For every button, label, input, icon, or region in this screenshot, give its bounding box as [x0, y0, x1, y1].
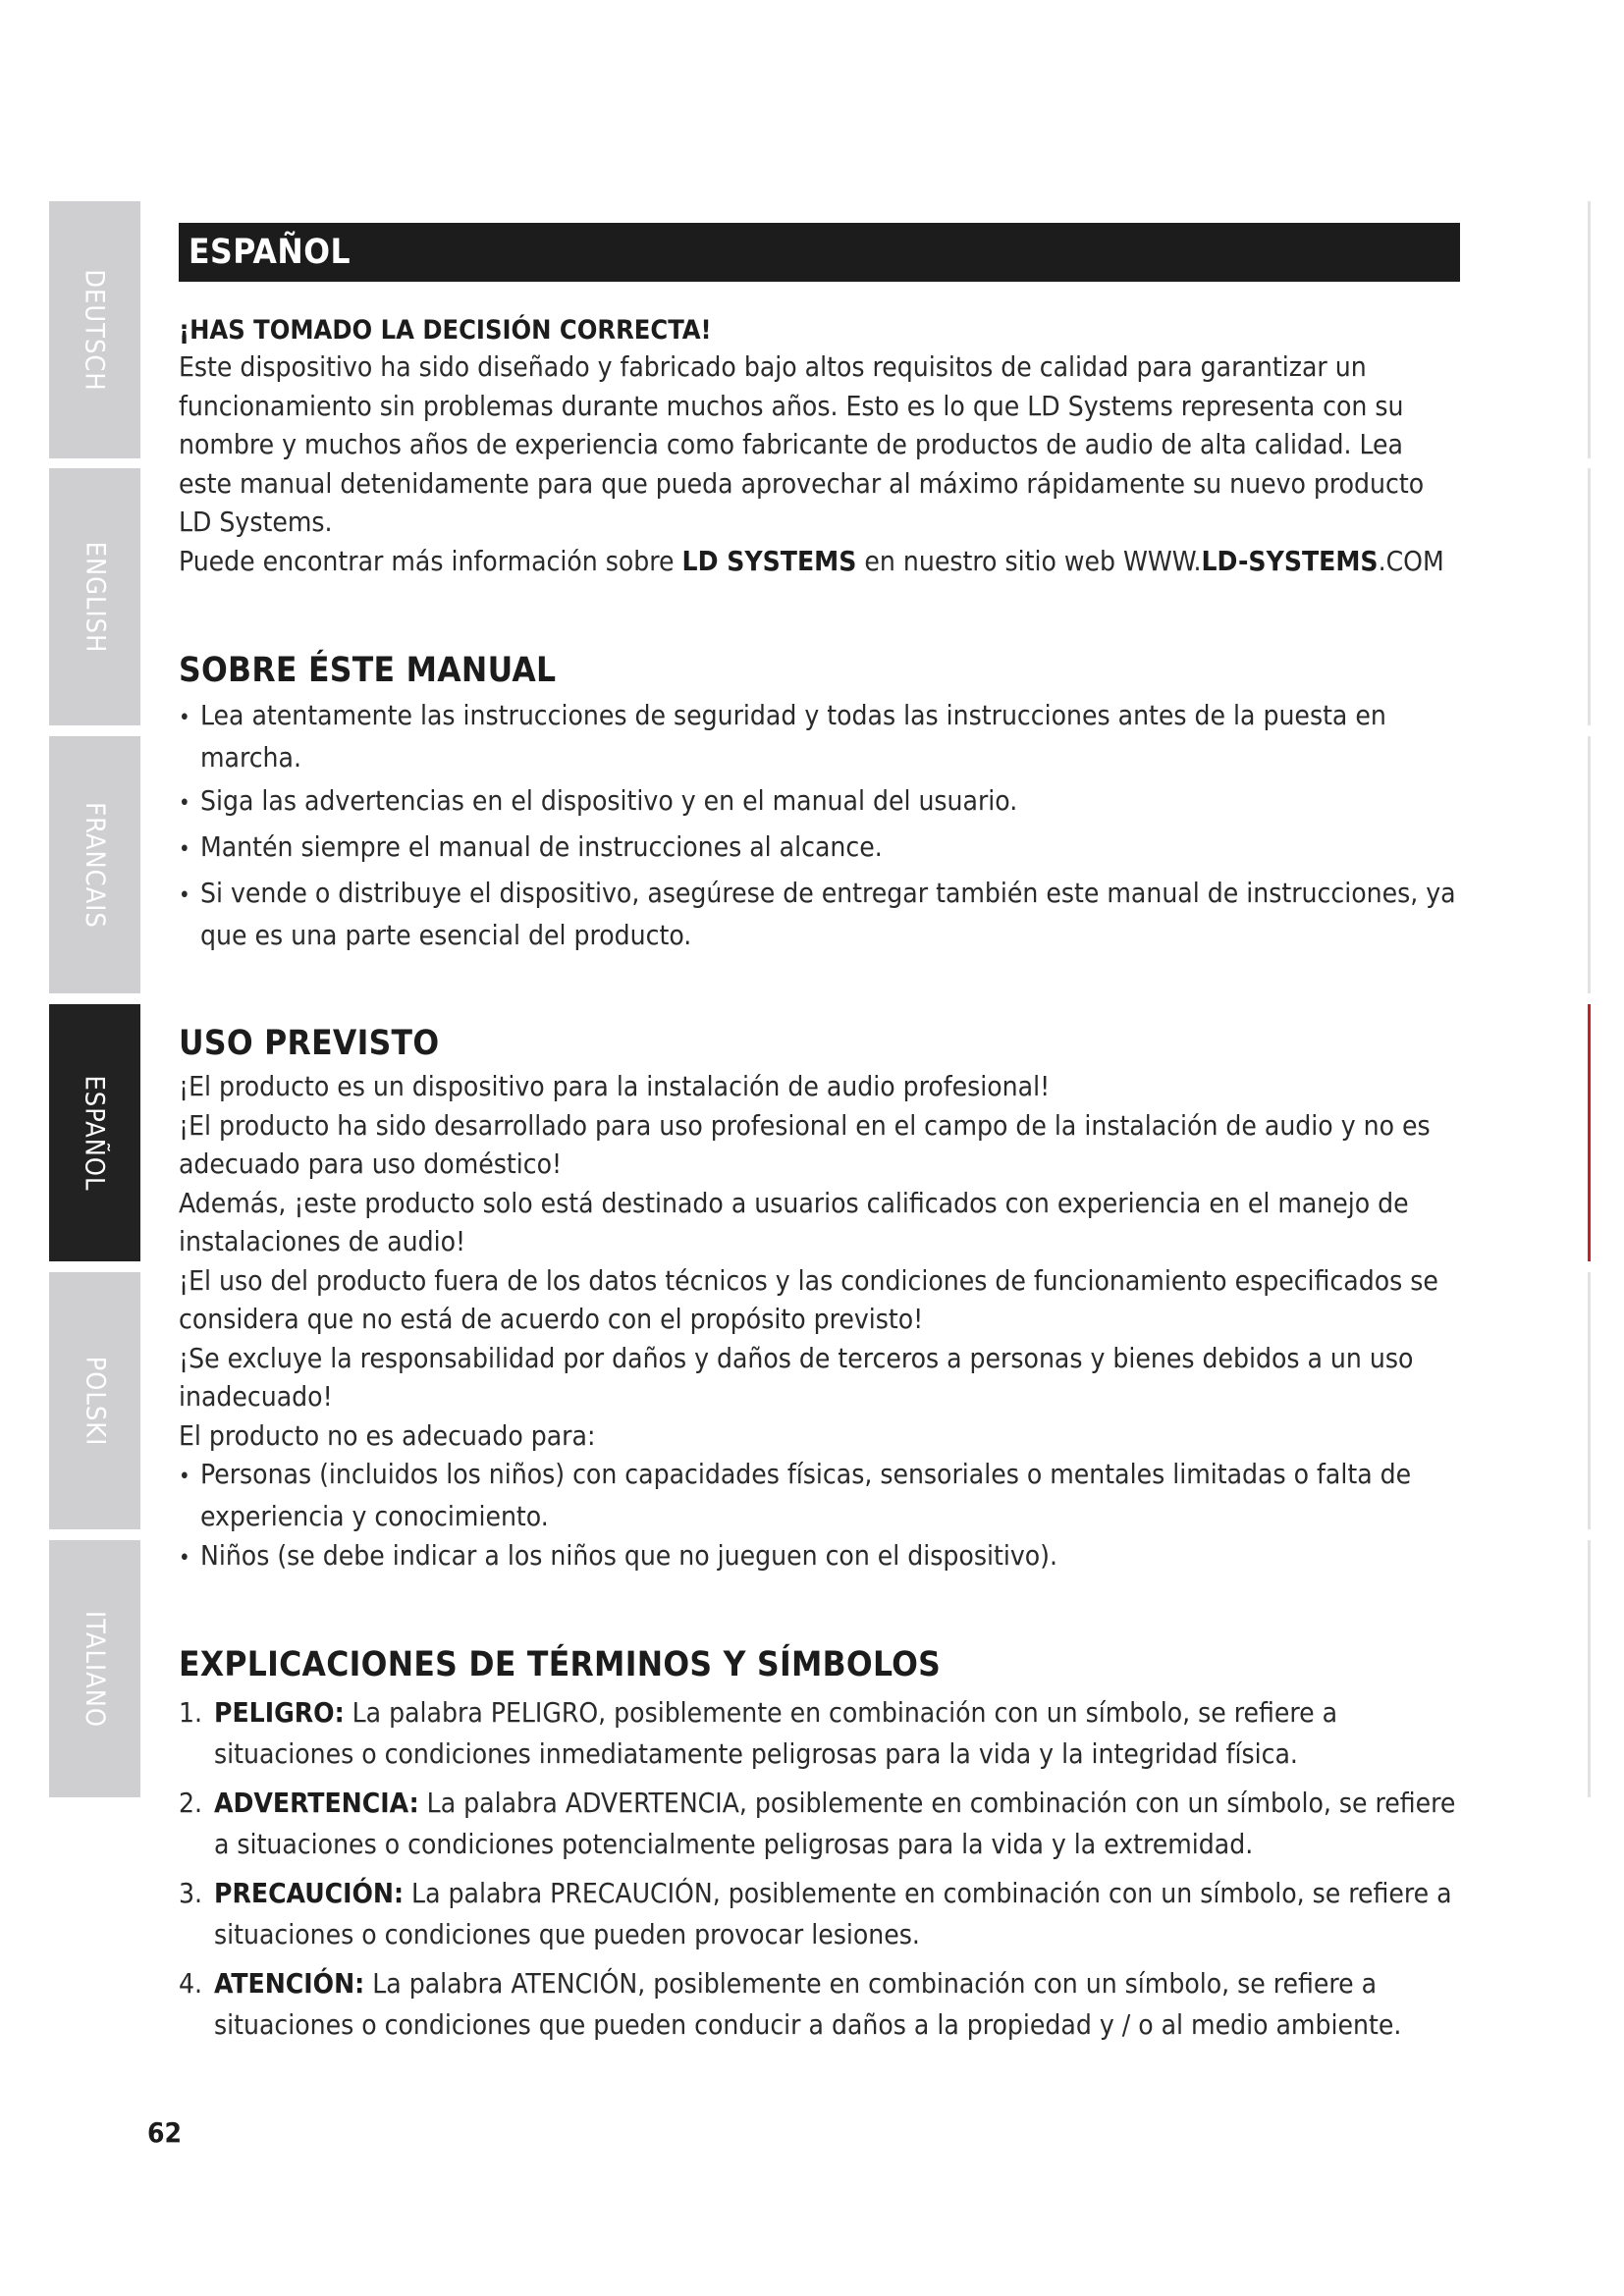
list-item: • Niños (se debe indicar a los niños que no jueguen con el dispositivo).: [179, 1536, 1460, 1578]
page-title: ESPAÑOL: [189, 233, 352, 272]
side-tab-label: DEUTSCH: [80, 268, 110, 392]
list-item: • Lea atentamente las instrucciones de seguridad y todas las instrucciones antes de la puesta en marcha.: [179, 696, 1460, 777]
website-domain[interactable]: LD-SYSTEMS: [1201, 544, 1379, 577]
use-paragraph: El producto no es adecuado para:: [179, 1418, 596, 1452]
side-tab-espanol[interactable]: [49, 1004, 140, 1261]
term-text: La palabra PRECAUCIÓN, posiblemente en combinación con un símbolo, se refiere a situaciones o condiciones que pueden provocar lesiones.: [214, 1877, 1452, 1950]
side-tab-francais[interactable]: [49, 736, 140, 993]
use-paragraph: ¡Se excluye la responsabilidad por daños y daños de terceros a personas y bienes debidos a un uso inadecuado!: [179, 1341, 1414, 1413]
terms-section: [179, 1645, 1460, 2046]
term-item: [179, 1963, 1460, 2046]
edge-marker-active: [1588, 1004, 1591, 1261]
intro-heading: ¡HAS TOMADO LA DECISIÓN CORRECTA!: [179, 315, 712, 346]
manual-list: [179, 696, 1460, 955]
side-tab-deutsch[interactable]: [49, 201, 140, 458]
intro-more-info: Puede encontrar más información sobre LD SYSTEMS en nuestro sitio web WWW.LD-SYSTEMS.COM: [179, 544, 1444, 577]
use-paragraph: Además, ¡este producto solo está destinado a usuarios calificados con experiencia en el manejo de instalaciones de audio!: [179, 1186, 1409, 1257]
term-label: ATENCIÓN:: [214, 1967, 365, 2000]
list-item: • Mantén siempre el manual de instrucciones al alcance.: [179, 828, 1460, 870]
terms-heading: EXPLICACIONES DE TÉRMINOS Y SÍMBOLOS: [179, 1645, 942, 1684]
intro-body: Este dispositivo ha sido diseñado y fabricado bajo altos requisitos de calidad para garantizar un funcionamiento sin problemas durante muchos años. Esto es lo que LD Systems representa con su nombre y muchos años de experiencia como fabricante de productos de audio de alta calidad. Lea este manual detenidamente para que pueda aprovechar al máximo rápidamente su nuevo producto LD Systems.: [179, 350, 1425, 538]
term-label: ADVERTENCIA:: [214, 1787, 419, 1819]
edge-marker: [1588, 736, 1591, 993]
page-content: [179, 223, 1460, 2054]
list-item: • Siga las advertencias en el dispositivo y en el manual del usuario.: [179, 781, 1460, 824]
term-text: La palabra ADVERTENCIA, posiblemente en combinación con un símbolo, se refiere a situaciones o condiciones potencialmente peligrosas para la vida y la extremidad.: [214, 1787, 1456, 1860]
edge-marker: [1588, 1540, 1591, 1797]
use-heading: USO PREVISTO: [179, 1024, 440, 1063]
use-paragraph: ¡El producto es un dispositivo para la instalación de audio profesional!: [179, 1070, 1051, 1102]
term-label: PELIGRO:: [214, 1696, 345, 1729]
terms-list: [179, 1692, 1460, 2046]
use-paragraph: ¡El uso del producto fuera de los datos técnicos y las condiciones de funcionamiento especificados se considera que no está de acuerdo con el propósito previsto!: [179, 1263, 1438, 1335]
term-label: PRECAUCIÓN:: [214, 1877, 405, 1909]
list-item: • Si vende o distribuye el dispositivo, asegúrese de entregar también este manual de instrucciones, ya que es una parte esencial del producto.: [179, 874, 1460, 955]
term-number: 2.: [179, 1787, 203, 1819]
side-tab-polski[interactable]: [49, 1272, 140, 1529]
edge-marker: [1588, 468, 1591, 725]
term-item: [179, 1783, 1460, 1865]
term-text: La palabra PELIGRO, posiblemente en combinación con un símbolo, se refiere a situaciones o condiciones inmediatamente peligrosas para la vida y la integridad física.: [214, 1696, 1338, 1770]
side-tab-label: ESPAÑOL: [80, 1074, 110, 1192]
term-item: [179, 1692, 1460, 1775]
use-section: [179, 1024, 1460, 1578]
edge-marker: [1588, 1272, 1591, 1529]
side-tab-english[interactable]: [49, 468, 140, 725]
side-tab-label: POLSKI: [80, 1356, 110, 1446]
section-title-bar: [179, 223, 1460, 282]
use-paragraph: ¡El producto ha sido desarrollado para uso profesional en el campo de la instalación de audio y no es adecuado para uso doméstico!: [179, 1108, 1431, 1180]
term-number: 3.: [179, 1877, 203, 1909]
manual-section: [179, 651, 1460, 955]
brand-name: LD SYSTEMS: [681, 544, 857, 577]
unsuitable-list: [179, 1455, 1460, 1578]
term-item: [179, 1873, 1460, 1955]
manual-heading: SOBRE ÉSTE MANUAL: [179, 651, 557, 690]
side-tab-label: ENGLISH: [80, 541, 111, 653]
side-tab-italiano[interactable]: [49, 1540, 140, 1797]
edge-marker: [1588, 201, 1591, 458]
side-tab-label: ITALIANO: [80, 1610, 110, 1728]
side-tab-label: FRANCAIS: [80, 801, 111, 929]
term-text: La palabra ATENCIÓN, posiblemente en combinación con un símbolo, se refiere a situaciones o condiciones que pueden conducir a daños a la propiedad y / o al medio ambiente.: [214, 1967, 1402, 2041]
term-number: 1.: [179, 1696, 203, 1729]
page-number: 62: [147, 2116, 183, 2149]
list-item: • Personas (incluidos los niños) con capacidades físicas, sensoriales o mentales limitadas o falta de experiencia y conocimiento.: [179, 1455, 1460, 1536]
intro-section: [179, 315, 1460, 580]
term-number: 4.: [179, 1967, 203, 2000]
